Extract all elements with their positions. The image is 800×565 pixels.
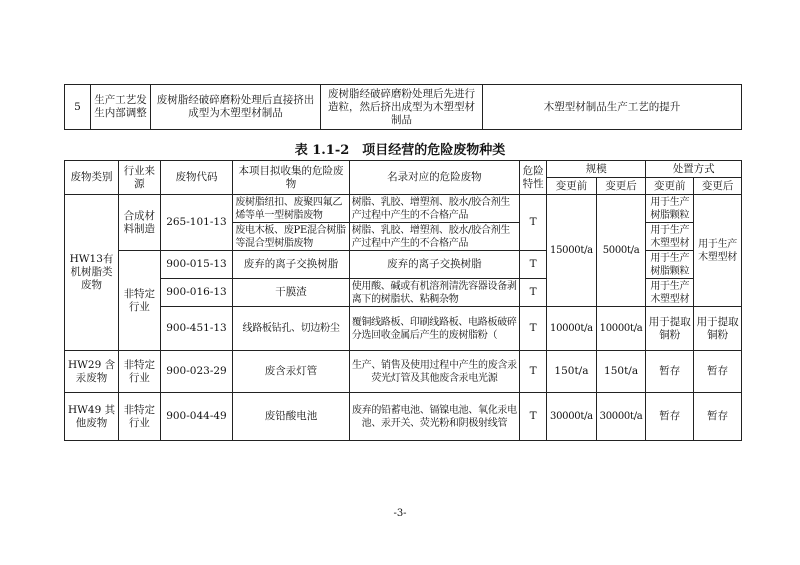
header-disposal-before: 变更前 — [646, 178, 694, 195]
hw13-planned-3: 废弃的离子交换树脂 — [233, 251, 349, 279]
hw49-scale-before: 30000t/a — [547, 393, 597, 441]
hw13-disposal-after-5: 用于提取铜粉 — [694, 307, 742, 351]
hw29-source: 非特定行业 — [119, 351, 161, 393]
hw49-code: 900-044-49 — [160, 393, 233, 441]
hw29-category: HW29 含汞废物 — [65, 351, 119, 393]
hw49-listed: 废弃的铅蓄电池、镉镍电池、氧化汞电池、汞开关、荧光粉和阴极射线管 — [349, 393, 519, 441]
hw13-scale-before: 15000t/a — [547, 195, 597, 307]
hw13-code-3: 900-015-13 — [160, 251, 233, 279]
hw13-planned-5: 线路板钻孔、切边粉尘 — [233, 307, 349, 351]
table-title: 表 1.1-2 项目经营的危险废物种类 — [294, 143, 506, 158]
hw13-code-1: 265-101-13 — [160, 195, 233, 251]
table-row — [65, 195, 742, 223]
table-row — [65, 351, 742, 393]
hw49-disposal-after: 暂存 — [694, 393, 742, 441]
hw13-planned-4: 干膜渣 — [233, 279, 349, 307]
hw13-disposal-before-2: 用于生产木塑型材 — [646, 223, 694, 251]
hw13-listed-2: 树脂、乳胶、增塑剂、胶水/胶合剂生产过程中产生的不合格产品 — [349, 223, 519, 251]
header-disposal-after: 变更后 — [694, 178, 742, 195]
hw13-hazard-3: T — [520, 251, 547, 279]
hw13-code-5: 900-451-13 — [160, 307, 233, 351]
hw13-hazard-4: T — [520, 279, 547, 307]
hw13-disposal-before-1: 用于生产树脂颗粒 — [646, 195, 694, 223]
change-table-row — [64, 84, 742, 130]
hw13-disposal-before-3: 用于生产树脂颗粒 — [646, 251, 694, 279]
header-hazard: 危险特性 — [520, 161, 547, 195]
hw13-hazard-5: T — [520, 307, 547, 351]
hw49-category: HW49 其他废物 — [65, 393, 119, 441]
header-scale-after: 变更后 — [596, 178, 646, 195]
hazardous-waste-table — [64, 160, 742, 441]
hw29-disposal-after: 暂存 — [694, 351, 742, 393]
header-waste-category: 废物类别 — [65, 161, 119, 195]
header-industry-source: 行业来源 — [119, 161, 161, 195]
hw49-disposal-before: 暂存 — [646, 393, 694, 441]
hw13-scale-before-5: 10000t/a — [547, 307, 597, 351]
hw29-scale-before: 150t/a — [547, 351, 597, 393]
page-number: -3- — [393, 508, 407, 519]
hw13-category: HW13有机树脂类废物 — [65, 195, 119, 351]
hw13-disposal-after: 用于生产木塑型材 — [694, 195, 742, 307]
hw49-scale-after: 30000t/a — [596, 393, 646, 441]
header-planned-waste: 本项目拟收集的危险废物 — [233, 161, 349, 195]
hw13-listed-3: 废弃的离子交换树脂 — [349, 251, 519, 279]
table-row — [65, 393, 742, 441]
hw29-code: 900-023-29 — [160, 351, 233, 393]
change-before: 废树脂经破碎磨粉处理后直接挤出成型为木塑型材制品 — [151, 85, 321, 130]
hw13-planned-2: 废电木板、废PE混合树脂等混合型树脂废物 — [233, 223, 349, 251]
hw29-scale-after: 150t/a — [596, 351, 646, 393]
change-category: 生产工艺发生内部调整 — [91, 85, 151, 130]
header-listed-waste: 名录对应的危险废物 — [349, 161, 519, 195]
header-scale-before: 变更前 — [547, 178, 597, 195]
table-row — [65, 307, 742, 351]
hw49-planned: 废铅酸电池 — [233, 393, 349, 441]
hw29-planned: 废含汞灯管 — [233, 351, 349, 393]
hw49-hazard: T — [520, 393, 547, 441]
hw13-source-nonspecific: 非特定行业 — [119, 251, 161, 351]
hw13-listed-1: 树脂、乳胶、增塑剂、胶水/胶合剂生产过程中产生的不合格产品 — [349, 195, 519, 223]
hw13-listed-4: 使用酸、碱或有机溶剂清洗容器设备剥离下的树脂状、粘稠杂物 — [349, 279, 519, 307]
table-row — [65, 85, 742, 130]
hw49-source: 非特定行业 — [119, 393, 161, 441]
header-scale: 规模 — [547, 161, 646, 178]
hw13-code-4: 900-016-13 — [160, 279, 233, 307]
header-disposal: 处置方式 — [646, 161, 742, 178]
hw29-hazard: T — [520, 351, 547, 393]
hw29-disposal-before: 暂存 — [646, 351, 694, 393]
header-waste-code: 废物代码 — [160, 161, 233, 195]
hw13-disposal-before-5: 用于提取铜粉 — [646, 307, 694, 351]
hw13-scale-after: 5000t/a — [596, 195, 646, 307]
hw13-scale-after-5: 10000t/a — [596, 307, 646, 351]
hw13-source-synthetic: 合成材料制造 — [119, 195, 161, 251]
hw13-disposal-before-4: 用于生产木塑型材 — [646, 279, 694, 307]
hw29-listed: 生产、销售及使用过程中产生的废含汞荧光灯管及其他废含汞电光源 — [349, 351, 519, 393]
hw13-listed-5: 覆铜线路板、印刷线路板、电路板破碎分选回收金属后产生的废树脂粉（ — [349, 307, 519, 351]
change-after: 废树脂经破碎磨粉处理后先进行造粒，然后挤出成型为木塑型材制品 — [321, 85, 483, 130]
hw13-planned-1: 废树脂纽扣、废聚四氟乙烯等单一型树脂废物 — [233, 195, 349, 223]
row-index: 5 — [65, 85, 91, 130]
hw13-hazard-1: T — [520, 195, 547, 251]
change-effect: 木塑型材制品生产工艺的提升 — [483, 85, 742, 130]
